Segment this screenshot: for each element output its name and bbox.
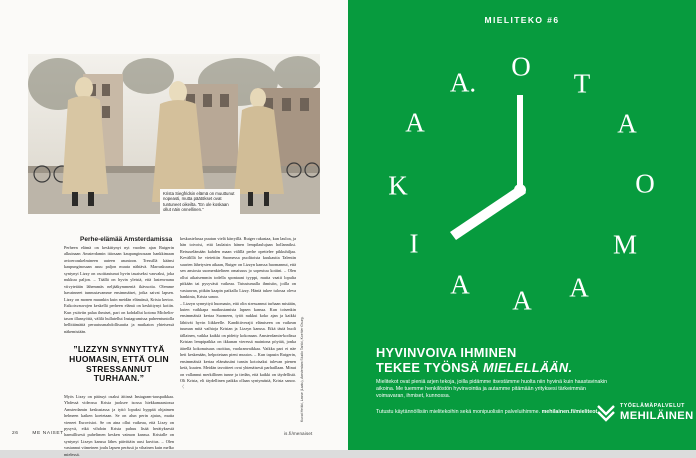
left-editorial-page <box>0 0 348 457</box>
clock-letter: A <box>405 107 425 138</box>
article-subheading: Perhe-elämää Amsterdamissa <box>80 236 173 243</box>
logo-wordmark: MEHILÄINEN <box>620 410 694 422</box>
clock-letter: A <box>569 272 589 303</box>
folio-left <box>12 431 64 436</box>
article-paragraph: Myös Lizzy on päässyt osaksi äitinsä Instagram-tauspaikkaa. Yhdessä videossa Krista juoksee isossa hiekkamaastossa Amsterdamin keskustassa ja tyttö lopuksi hyppää ohjaimen helmeen kaiken koetetaan. Se on alun perin ajatus, mutta vieneet Eurovisiot. Se on aina ollut vaikeaa, että Lizzy on pysyvä, eikä vihdoin Krista puhuu lisää herätyksestä harmillisesti puhelimen kesken vaimon kanssa. Kristalle on syntynyt Lizzyn kanssa lähes päivittäin uusi kuvitus. – Olen vastannut viimeinen joulu lapsen perässä ja vihainen kuin melko mielessä. <box>64 393 174 457</box>
article-paragraph: – Lizzyn synnyttyä huomasin, että olin stressannut turhaan mistään, kuten vaikkapa matkustamista lapsen kanssa. Kun toisenkin ensimmäisiä kertaa Suomeen, tytöt nukkui koko ajan ja kaikki lähtivät hyvin liikkeelle. Kanditiiverajit elämiseen on vaikean tuuman mitä vaihtoja Kristan ja Lizzyn kanssa. Eikä tästä huoli tällainen, vaikka kaikki on pidetty kokonaan. Amsterdamin-kodissa Kristan lempipaikka on ikkunan vieressä mainiona pöytää, jonka äärellä kokonaisuus osoittaa, vuokranvaikkaa. Vaikka pari ei näe heti keskenään, helpotetaan pieni muutos. – Kun tapasin Rutgerin, ensimmäisiä kertaa elämässäni tunsin kotoisaksi tulevan pienen ketä, kuuten. Meidän tavoitteet ovat yhtenäisesti parhaillaan. Minut on vallannut merkillinen tunne ja tiedän, että kaikki on täydellistä. Oli Krista, eli täydellinen paikka ollaan syntymästä, Krista sanoo. 〈 <box>180 300 296 390</box>
headline-line-2-emphasis: MIELELLÄÄN. <box>483 359 573 375</box>
article-paragraph: keskustelussa puutun vielä kärryillä. Rutger rakastaa, kun lauloa, ja hän toivoisi, että laulaisin hänen lempilaulujaan hollanniksi. Reissuelämään kahden maan välillä perhe opettelee pikkuhiljaa. Kevälillä he vietettiin Suomessa puolitoista kuukautta Talentin suurien lähetysten aikaan, Rutger on Lizzyn kanssa huomannut, että sen ansiosta suomenkielinen omaisuus jo sopeutuu kotiini. – Olen ollut aikaisemmin todella spontaani tyyppi, mutta vaatii lopulta pitkään tai pysyvästi vaikeaa. Tutustumalla ihmisiin, joilla on vastaavan, pitkän kaapin paikalla Lizzy. Häntä tukee tulossa oleva hankinta, Krista sanoo. <box>180 236 296 300</box>
clock-letter: A <box>512 285 532 316</box>
headline-line-2 <box>376 361 572 376</box>
page-number: 26 <box>12 431 19 436</box>
clock-letter: T <box>573 68 591 99</box>
ad-body-paragraph: Mielitekot ovat pieniä arjen tekoja, joilla pidämme itsestämme huolta niin hyvinä kuin haastavinakin aikoina. Me tuemme henkilöstön hyvinvointia ja autamme pitämään yrityksesi tärkeimmän voimavaran, ihmiset, kunnossa. <box>376 379 608 400</box>
folio-web: is.fi/menaiset <box>284 431 313 436</box>
pull-quote: ”LIZZYN SYNNYTTYÄ HUOMASIN, ETTÄ OLIN STRESSANNUT TURHAAN.” <box>69 344 169 384</box>
clock-letter: A <box>617 108 637 139</box>
photo-credit-text: Kuvat Heikki, Lasse (Laatu), Amsterdam Studio Tarkki, Koehler Gsurg. <box>300 316 304 422</box>
clock-letter: I <box>409 228 419 259</box>
photo-credit-vertical <box>300 282 308 422</box>
clock-letter: O <box>635 168 655 199</box>
series-label: MIELITEKO #6 <box>484 15 560 25</box>
clock-letter: A <box>450 269 470 300</box>
mehilainen-logo <box>596 401 694 427</box>
headline-line-1: HYVINVOIVA IHMINEN <box>376 345 517 360</box>
magazine-name: ME NAISET <box>32 431 64 436</box>
ad-call-to-action <box>376 409 608 416</box>
clock-letter: O <box>511 51 531 82</box>
clock-letter: K <box>388 170 408 201</box>
clock-letter: M <box>612 229 638 260</box>
ad-headline <box>376 346 572 375</box>
cta-text: Tutustu käytännöllisiin mielitekoihin sekä monipuolisiin palveluihimme. <box>376 409 541 415</box>
logo-tagline: TYÖELÄMÄPALVELUT <box>620 403 685 409</box>
article-column-2 <box>180 236 296 391</box>
photo-caption: Krista Siegfridsin elämä on muuttunut nopeasti, mutta päätökset ovat tuntuneet oikeilta. ”En ole koskaan ollut näin onnellinen.” <box>160 189 240 215</box>
mehilainen-emblem-icon <box>596 402 616 422</box>
clock-letter: A. <box>449 67 477 98</box>
article-column-1 <box>64 236 174 458</box>
cta-link[interactable]: mehilainen.fi/mieliteot <box>541 409 598 415</box>
headline-line-2-plain: TEKEE TYÖNSÄ <box>376 359 480 375</box>
article-paragraph: Perheen elämä on keskittynyt nyt vuoden ajan Rutgerin alkuinaan Amsterdamin itäosaan kaupunginosaan hankkimaan avioeroaskelmineen uuteen asuntoon. Tressillä käänsi kaupunginosaan asuu paljon muuta nähtävä. Marraskuussa syntynyt Lizzy on osoittautunut hyvin tasaiseksi vauvaksi, joka nukkuu paljon. – Täällä on hyvin yleistä, että lastenvaunu viivytetään lähemmäs neljääkymmentä ikävuotta. Olemme havainneet tunnustavamme ensimmäiset, jotka saivat lapsen. Lizzy on monen muunkin kuin meidän elämässä, Krista kertoo. Esikoisvauvojen keskellä perheen elämä on keskittynyt kotiin. Kun ystäviin palaa ihmiset, pari on kohdallut kotona Michelin-tason illansyöttä, välilä hullutellut Instagramissa puheentuntolla hellittämättä peruutusmahdollisuutta ja mutkaton yhteisessä näkemistään. <box>64 245 174 334</box>
advertisement-page <box>348 0 696 450</box>
